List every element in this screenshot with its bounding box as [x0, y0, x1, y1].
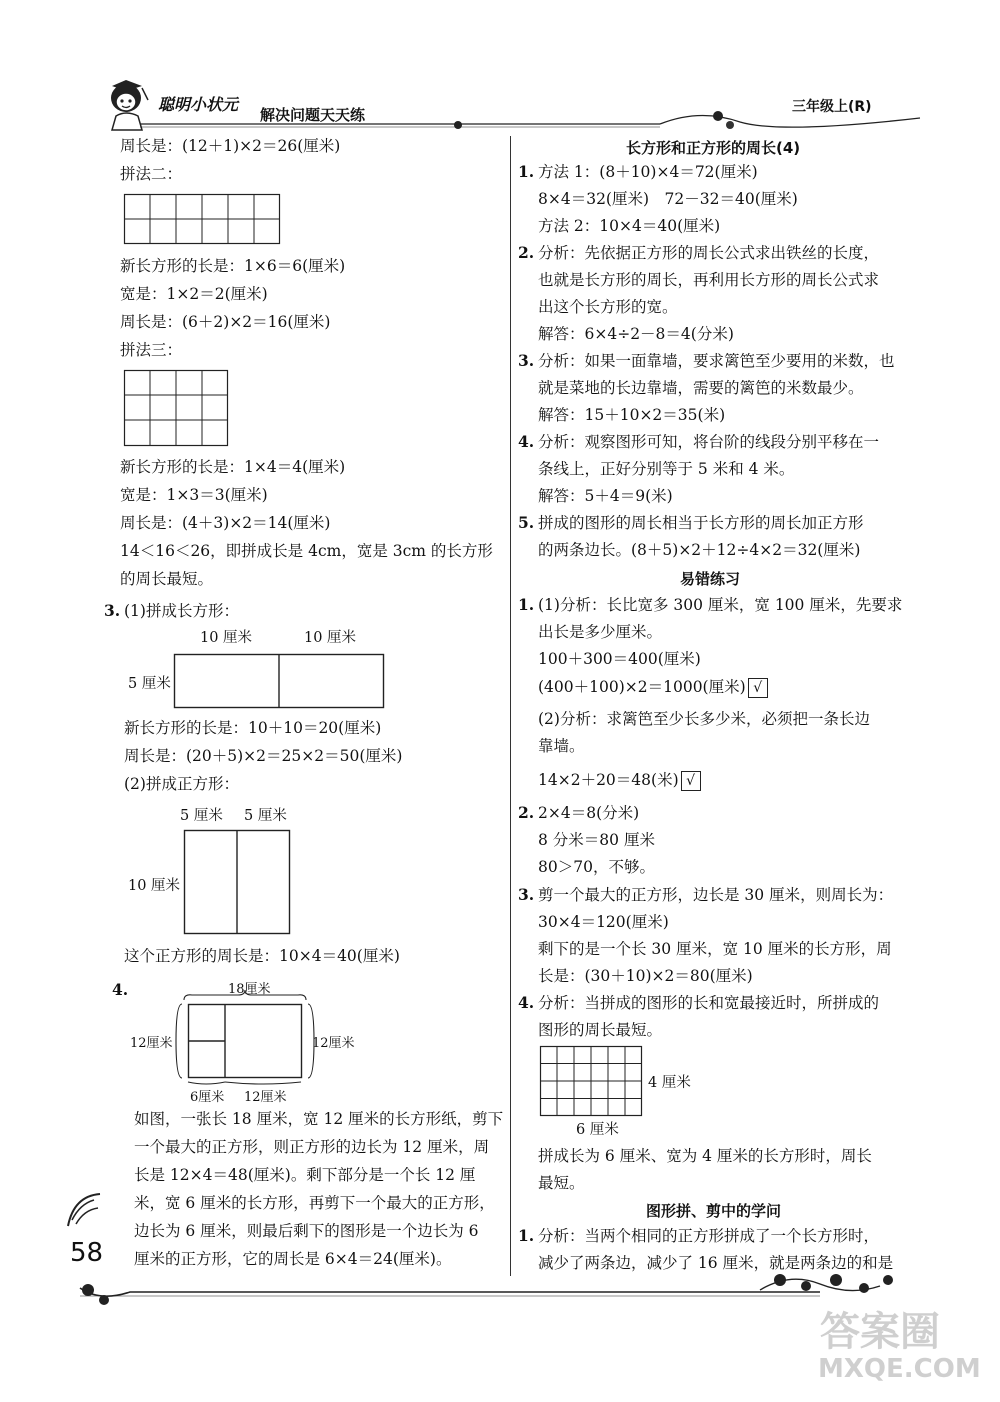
text-line: 的两条边长。(8＋5)×2＋12÷4×2＝32(厘米)	[538, 541, 861, 559]
question-number: 3.	[518, 351, 535, 370]
dimension-label: 10 厘米	[200, 630, 253, 646]
text-line: 如图，一张长 18 厘米，宽 12 厘米的长方形纸，剪下	[134, 1110, 504, 1128]
text-line: 拼成长为 6 厘米、宽为 4 厘米的长方形时，周长	[538, 1147, 872, 1165]
question-number: 4.	[518, 993, 535, 1012]
text-line: (1)拼成长方形：	[124, 602, 239, 620]
answer-expression: 14×2＋20＝48(米)	[538, 771, 679, 789]
text-line: 长是：(30＋10)×2＝80(厘米)	[538, 967, 753, 985]
text-line: 条线上，正好分别等于 5 米和 4 米。	[538, 460, 795, 478]
dimension-label: 12厘米	[312, 1036, 355, 1051]
text-line: 出这个长方形的宽。	[538, 298, 678, 316]
page-number: 58	[70, 1238, 104, 1268]
text-line: 解答：6×4÷2－8＝4(分米)	[538, 325, 734, 343]
series-title: 解决问题天天练	[260, 106, 366, 124]
text-line: 一个最大的正方形，则正方形的边长为 12 厘米，周	[134, 1138, 490, 1156]
question-number: 3.	[518, 885, 535, 904]
text-line: 分析：观察图形可知，将台阶的线段分别平移在一	[538, 433, 880, 451]
text-line: 方法 2：10×4＝40(厘米)	[538, 217, 721, 235]
text-line: 周长是：(6＋2)×2＝16(厘米)	[120, 313, 331, 331]
page-header	[0, 0, 1000, 140]
text-line: 宽是：1×2＝2(厘米)	[120, 285, 268, 303]
text-line: 周长是：(20＋5)×2＝25×2＝50(厘米)	[124, 747, 403, 765]
text-line: 靠墙。	[538, 737, 585, 755]
text-line: 14＜16＜26，即拼成长是 4cm，宽是 3cm 的长方形	[120, 542, 493, 560]
section-title: 图形拼、剪中的学问	[646, 1202, 782, 1220]
text-line: 边长为 6 厘米，则最后剩下的图形是一个边长为 6	[134, 1222, 479, 1240]
text-line: 80＞70，不够。	[538, 858, 655, 876]
text-line: 的周长最短。	[120, 570, 214, 588]
text-line	[538, 677, 768, 698]
section-title: 易错练习	[680, 570, 741, 588]
question-number: 1.	[518, 162, 535, 181]
dimension-label: 4 厘米	[648, 1075, 691, 1091]
brand-logo-text: 聪明小状元	[158, 95, 239, 114]
text-line: 解答：15＋10×2＝35(米)	[538, 406, 726, 424]
watermark	[790, 1300, 990, 1396]
square-figure-two-rects	[184, 830, 290, 934]
text-line: 解答：5＋4＝9(米)	[538, 487, 673, 505]
cut-rectangle-figure	[180, 994, 310, 1088]
question-number: 4.	[112, 980, 129, 999]
question-number: 1.	[518, 1226, 535, 1245]
text-line: (2)拼成正方形：	[124, 775, 239, 793]
watermark-url: MXQE.COM	[818, 1354, 981, 1384]
question-number: 4.	[518, 432, 535, 451]
text-line: 出长是多少厘米。	[538, 623, 663, 641]
text-line: 周长是：(12＋1)×2＝26(厘米)	[120, 137, 341, 155]
corner-flourish-icon	[64, 1190, 104, 1230]
question-number: 5.	[518, 513, 535, 532]
text-line: 8×4＝32(厘米) 72－32＝40(厘米)	[538, 190, 798, 208]
dimension-label: 10 厘米	[304, 630, 357, 646]
dimension-label: 5 厘米	[128, 676, 171, 692]
dimension-label: 18厘米	[228, 982, 271, 997]
question-number: 3.	[104, 601, 121, 620]
text-line: 就是菜地的长边靠墙，需要的篱笆的米数最少。	[538, 379, 864, 397]
text-line: 米，宽 6 厘米的长方形，再剪下一个最大的正方形，	[134, 1194, 495, 1212]
check-mark-icon: √	[748, 678, 768, 698]
text-line: 拼成的图形的周长相当于长方形的周长加正方形	[538, 514, 864, 532]
text-line: 剩下的是一个长 30 厘米，宽 10 厘米的长方形，周	[538, 940, 892, 958]
check-mark-icon: √	[681, 771, 701, 791]
text-line: 周长是：(4＋3)×2＝14(厘米)	[120, 514, 331, 532]
question-number: 2.	[518, 803, 535, 822]
text-line: 宽是：1×3＝3(厘米)	[120, 486, 268, 504]
text-line: 剪一个最大的正方形，边长是 30 厘米，则周长为：	[538, 886, 894, 904]
text-line: 最短。	[538, 1174, 585, 1192]
text-line: 方法 1：(8＋10)×4＝72(厘米)	[538, 163, 758, 181]
answer-expression: (400＋100)×2＝1000(厘米)	[538, 678, 746, 696]
column-divider	[510, 136, 511, 1276]
text-line: 新长方形的长是：1×4＝4(厘米)	[120, 458, 346, 476]
text-line: 分析：当拼成的图形的长和宽最接近时，所拼成的	[538, 994, 880, 1012]
watermark-text: 答案圈	[820, 1309, 940, 1355]
text-line: 厘米的正方形，它的周长是 6×4＝24(厘米)。	[134, 1250, 452, 1268]
dimension-label: 6 厘米	[576, 1122, 619, 1138]
grade-label: 三年级上(R)	[792, 99, 872, 115]
text-line: 也就是长方形的周长，再利用长方形的周长公式求	[538, 271, 880, 289]
question-number: 2.	[518, 243, 535, 262]
text-line: 新长方形的长是：10＋10＝20(厘米)	[124, 719, 382, 737]
dimension-label: 10 厘米	[128, 878, 181, 894]
text-line: 分析：先依据正方形的周长公式求出铁丝的长度，	[538, 244, 880, 262]
section-title: 长方形和正方形的周长(4)	[626, 139, 801, 157]
text-line: 100＋300＝400(厘米)	[538, 650, 701, 668]
grid-figure-2x6	[124, 194, 280, 244]
text-line: 新长方形的长是：1×6＝6(厘米)	[120, 257, 346, 275]
text-line: 图形的周长最短。	[538, 1021, 663, 1039]
text-line: 长是 12×4＝48(厘米)。剩下部分是一个长 12 厘	[134, 1166, 476, 1184]
dimension-label: 6厘米	[190, 1090, 225, 1105]
text-line: 拼法三：	[120, 341, 183, 359]
text-line	[538, 770, 701, 791]
dimension-label: 12厘米	[244, 1090, 287, 1105]
text-line: 分析：如果一面靠墙，要求篱笆至少要用的米数，也	[538, 352, 895, 370]
grid-figure-4x6	[540, 1046, 642, 1116]
question-number: 1.	[518, 595, 535, 614]
rectangle-figure-two-squares	[174, 654, 384, 708]
dimension-label: 5 厘米	[244, 808, 287, 824]
text-line: (1)分析：长比宽多 300 厘米，宽 100 厘米，先要求	[538, 596, 903, 614]
grid-figure-3x4	[124, 370, 228, 446]
header-rule	[140, 112, 920, 132]
text-line: 减少了两条边，减少了 16 厘米，就是两条边的和是	[538, 1254, 894, 1272]
text-line: (2)分析：求篱笆至少长多少米，必须把一条长边	[538, 710, 870, 728]
text-line: 分析：当两个相同的正方形拼成了一个长方形时，	[538, 1227, 880, 1245]
dimension-label: 5 厘米	[180, 808, 223, 824]
text-line: 8 分米＝80 厘米	[538, 831, 655, 849]
dimension-label: 12厘米	[130, 1036, 173, 1051]
text-line: 拼法二：	[120, 165, 183, 183]
text-line: 这个正方形的周长是：10×4＝40(厘米)	[124, 947, 400, 965]
text-line: 2×4＝8(分米)	[538, 804, 640, 822]
text-line: 30×4＝120(厘米)	[538, 913, 669, 931]
